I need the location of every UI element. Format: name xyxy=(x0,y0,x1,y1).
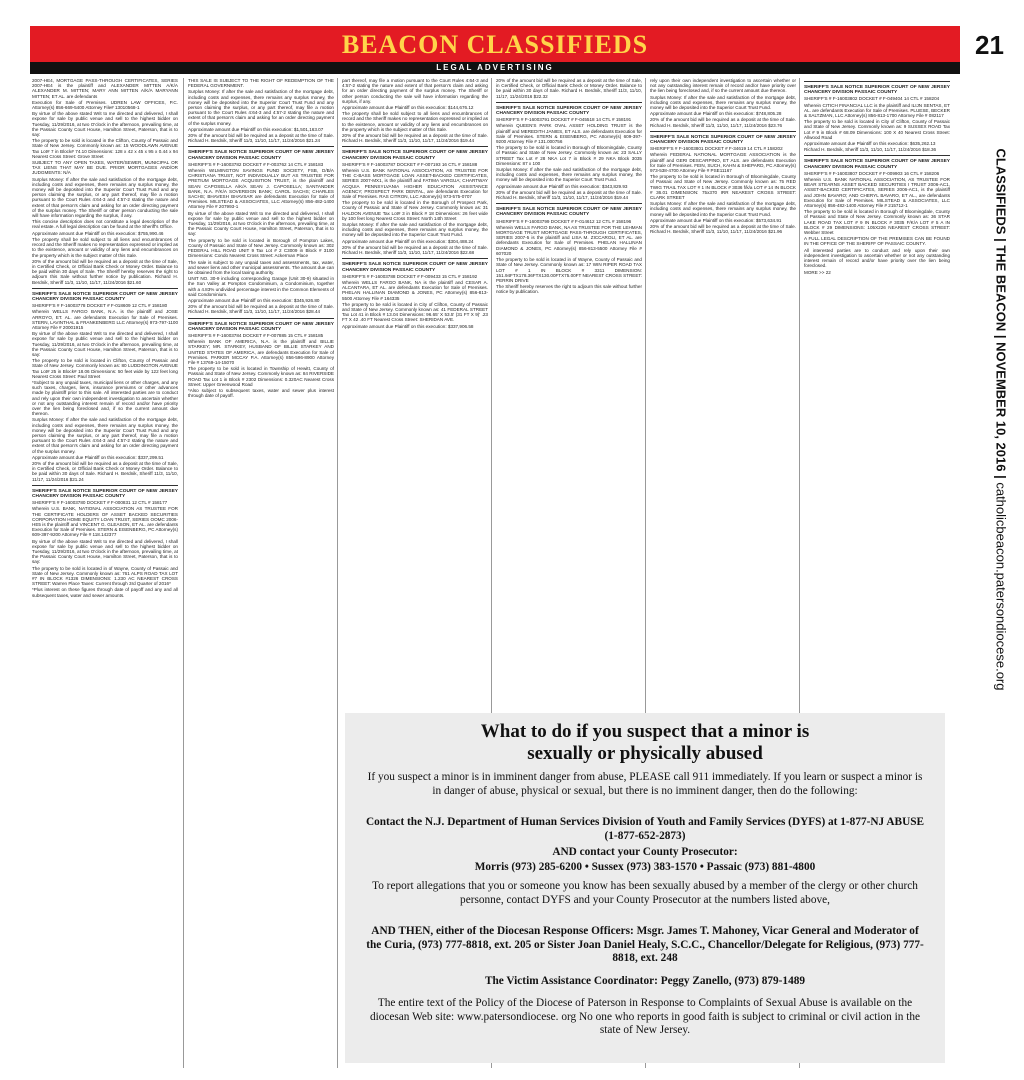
notice-paragraph: Execution for Sale of Premises. UDREN LAW OFFICES, P.C. Attorney(s) 856-669-5400 Attorney File# 13010568-1 xyxy=(32,99,178,111)
notice-paragraph: By virtue of the above stated Writ to me directed and delivered, I shall expose for sale by public venue and sell to the highest bidder on Tuesday, 11/29/2016, at two O'clock in the afternoon, prevailing time, at the Passaic County Court House, Hamilton Street, Paterson, that is to say: xyxy=(188,210,334,237)
notice-paragraph: The property to be sold is located in City of Clifton, County of Passaic and State of New Jersey. Commonly known as: 9 SUSSEX ROAD Tax Lot # 9 in Block # 68.09 Dimensions: 100 X 40 Nearest Cross Street: Allwood Road xyxy=(804,119,950,140)
notice-heading: SHERIFF'S SALE NOTICE SUPERIOR COURT OF NEW JERSEY CHANCERY DIVISION PASSAIC COUNTY xyxy=(804,159,950,170)
notice-heading: SHERIFF'S SALE NOTICE SUPERIOR COURT OF NEW JERSEY CHANCERY DIVISION PASSAIC COUNTY xyxy=(804,85,950,96)
notice-paragraph: The property to be sold is located in Township of Hewitt, County of Passaic and State of New Jersey. Commonly known as: 84 RIVERSIDE ROAD Tax Lot 1 in Block # 2302 Dimensions: 0.320AC Nearest Cross Street: Upper Greenwood Road xyxy=(188,366,334,387)
notice-separator xyxy=(650,131,796,132)
notice-paragraph: The property shall be sold subject to all liens and encumbrances of record and the Sheriff makes no representation expressed or implied as to the existence, amount or validity of any liens and encumbrances on the property which is the subject matter of this Sale. xyxy=(342,111,488,132)
notice-paragraph: The property to be sold is located in Borough of Bloomingdale, County of Passaic and State of New Jersey. Commonly known as: 23 SALLY STREET Tax Lot # 28 NKA Lot 7 in Block # 29 NKA Block 3035 Dimensions: 87 x 100 xyxy=(496,145,642,166)
notice-paragraph: Surplus Money: If after the sale and satisfaction of the mortgage debt, including costs and expenses, there remains any surplus money, the money will be deposited into the Superior Court Trust Fund. xyxy=(496,167,642,183)
notice-paragraph: Surplus Money: If after the sale and satisfaction of the mortgage debt, including costs and expenses, there remains any surplus money, the money will be deposited into the Superior Court Trust Fund. xyxy=(650,201,796,217)
notice-heading: SHERIFF'S SALE NOTICE SUPERIOR COURT OF NEW JERSEY CHANCERY DIVISION PASSAIC COUNTY xyxy=(32,488,178,500)
notice-paragraph: 20% of the amount bid will be required as a deposit at the time of Sale. Richard H. Berdnik, Sheriff 11/3, 11/10, 11/17, 11/24/2016 $19.44 xyxy=(342,133,488,144)
notice-paragraph: This concise description does not constitute a legal description of the real estate. A full legal description can be found at the Sheriff's Office. xyxy=(32,219,178,230)
section-title: BEACON CLASSIFIEDS xyxy=(341,30,649,59)
side-folio xyxy=(985,92,1017,742)
notice-paragraph: Wherein CITICH FINANCIAL LLC is the plaintiff and ILIJN SENTAS, ET AL. are defendants Execution for Sale of Premises. PLUESE, BECKER & SALTZMAN, LLC Attorney(s) 856-813-1700 Attorney File # 082117 xyxy=(804,102,950,119)
header-banner xyxy=(30,26,960,62)
notice-paragraph: Approximate amount due Plaintiff on this execution: $343,829.93 xyxy=(496,183,628,189)
notice-separator xyxy=(496,102,642,103)
notice-paragraph: MORE >> 22 xyxy=(804,269,831,275)
notice-paragraph: SHERIFF'S # F-16003799 DOCKET # F-014612 12 CTL # 158196 xyxy=(496,218,632,224)
side-folio-url: catholicbeacon.patersondiocese.org xyxy=(993,482,1009,691)
notice-paragraph: Wherein WELLS FARGO BANK, N.A. is the plaintiff and JOSE ARROYO, ET. AL. are defendants Execution for Sale of Premises. STERN, LAVINTHAL & FRANKENBERG LLC Attorney(s) 973-797-1100 Attorney File # 20001915 xyxy=(32,309,178,330)
notice-separator xyxy=(188,318,334,319)
notice-paragraph: Wherein U.S. BANK, NATIONAL ASSOCIATION AS TRUSTEE FOR THE CERTIFICATE HOLDERS OF ASSET BACKED SECURITIES CORPORATION HOME EQUITY LOAN TRUST, SERIES OOMC 2006-HE5 is the plaintiff and VINCENT G. GLEASON, ET AL. are defendants Execution for Sale of Premises. STERN & EISENBERG, PC Attorney(s) 609-397-9200 Attorney File # 118.142377 xyxy=(32,506,178,538)
notice-heading: SHERIFF'S SALE NOTICE SUPERIOR COURT OF NEW JERSEY CHANCERY DIVISION PASSAIC COUNTY xyxy=(32,291,178,302)
notice-paragraph: Wherein U.S. BANK NATIONAL ASSOCIATION, AS TRUSTEE FOR THE C-BASS MORTGAGE LOAN ASSET-BACKED CERTIFICATES, SERIES 2007-MX1, is the plaintiff and FATIMA VARGUA; CHARTWAY ACQUIA PENNSYLVANIA HIGHER EDUCATION ASSISTANCE AGENCY; PROSPECT PARK DENTAL, are defendants Execution for Sale of Premises. RAS CITRON, LLC Attorney(s) 973-575-0707 xyxy=(342,168,488,200)
abuse-notice-victim-coordinator: The Victim Assistance Coordinator: Peggy Zanello, (973) 879-1489 xyxy=(484,975,806,987)
notice-paragraph: A FULL LEGAL DESCRIPTION OF THE PREMISES CAN BE FOUND IN THE OFFICE OF THE SHERIFF OF PASSAIC COUNTY. xyxy=(804,236,950,247)
notice-paragraph: Wherein BANK OF AMERICA, N.A. is the plaintiff and BILLIE STARKEY; MR. STARKEY, HUSBAND OF BILLIE STARKEY AND UNITED STATES OF AMERICA, are defendants Execution for Sale of Premises. PARKER MCCAY P.A. Attorney(s) 856-596-8900 Attorney File # 13769-14-15070 xyxy=(188,339,334,365)
notice-paragraph: Approximate amount due Plaintiff on this execution: $144,676.12 xyxy=(342,105,474,111)
notice-paragraph: Wherein FEDERAL NATIONAL MORTGAGE ASSOCIATION is the plaintiff and GERI DESCARPINO, ET ALS. are defendants Execution for Sale of Premises. FEIN, SUCH, KAHN & SHEPARD, PC Attorney(s) 973-538-4700 Attorney File # PSE11167 xyxy=(650,152,796,174)
abuse-notice-prosecutor-numbers: Morris (973) 285-6200 • Sussex (973) 383-1570 • Passaic (973) 881-4800 xyxy=(474,861,816,873)
notice-paragraph: Surplus Money: If after the sale and satisfaction of the mortgage debt, including costs and expenses, there remains any surplus money, the money will be deposited into the Superior Court Trust Fund and any person claiming the surplus, or any part thereof, may file a motion pursuant to the Court Rules 4:64-3 and 4:57-2 stating the nature and extent of that person's claim and asking for an order directing payment of the surplus money. The Sheriff or other person conducting the sale will have information regarding the surplus, if any. xyxy=(32,176,178,219)
notice-paragraph: Approximate amount due Plaintiff on this execution: $337,906.58 xyxy=(342,323,474,329)
notice-column-2 xyxy=(188,78,334,1073)
notice-paragraph: part thereof, may file a motion pursuant to the Court Rules 4:64-3 and 4:57-2 stating the nature and extent of that person's claim and asking for an order directing payment of the surplus money. The Sheriff or other person conducting the sale will have information regarding the surplus, if any. xyxy=(342,78,488,104)
notice-paragraph: *Plus interest on these figures through date of payoff and any and all subsequent taxes, water and sewer amounts. xyxy=(32,587,178,598)
notice-paragraph: Richard H. Berdnik, Sheriff 11/3, 11/10, 11/17, 11/24/2016 $18.36 xyxy=(804,147,937,153)
notice-heading: SHERIFF'S SALE NOTICE SUPERIOR COURT OF NEW JERSEY CHANCERY DIVISION PASSAIC COUNTY xyxy=(342,262,488,273)
notice-separator xyxy=(342,146,488,147)
notice-paragraph: All interested parties are to conduct and rely upon their own independent investigation to ascertain whether or not any outstanding interest remain of record and/or have priority over the lien being foreclosed. xyxy=(804,247,950,269)
notice-paragraph: Approximate amount due Plaintiff on this execution: $345,926.80 xyxy=(188,297,320,303)
notice-paragraph: 20% of the amount bid will be required as a deposit at the time of Sale. Richard H. Berdnik, Sheriff 11/3, 11/10, 11/17, 11/24/2016 $22.68 xyxy=(342,244,488,256)
notice-paragraph: SHERIFF'S # F-16003801 DOCKET # F-34619 14 CTL # 158202 xyxy=(650,146,783,152)
notice-paragraph: *Also subject to subsequent taxes, water and sewer plus interest through date of payoff. xyxy=(188,387,334,399)
notice-heading: SHERIFF'S SALE NOTICE SUPERIOR COURT OF NEW JERSEY CHANCERY DIVISION PASSAIC COUNTY xyxy=(188,150,334,161)
abuse-notice-clergy: To report allegations that you or someone you know has been sexually abused by a member of the clergy or other church personne, contact DYFS and your County Prosecutor at the numbers listed above, xyxy=(372,880,918,906)
notice-paragraph: The property to be sold is located in the Borough of Prospect Park, County of Passaic and State of New Jersey. Commonly known as: 31 HALDON AVENUE Tax Lot# 3 in Block # 18 Dimensions: 26 feet wide by 100 feet long Nearest Cross Street: North 14th Street xyxy=(342,200,488,221)
notice-separator xyxy=(804,155,950,156)
notice-heading: SHERIFF'S SALE NOTICE SUPERIOR COURT OF NEW JERSEY CHANCERY DIVISION PASSAIC COUNTY xyxy=(496,105,642,117)
column-rule xyxy=(183,78,184,1068)
notice-paragraph: Wherein QUEEN'S PARK OVAL ASSET HOLDING TRUST is the plaintiff and MEREDITH JANIES, ET ALS. are defendants Execution for Sale of Premises. STERN & EISENBERG, PC Attorney(s) 609-397-9200 Attorney File # 131.000756 xyxy=(496,123,642,145)
notice-paragraph: The property to be sold is located in Borough of Pompton Lakes, County of Passaic and State of New Jersey. Commonly known as: 302 FEDERAL HILL ROAD UNIT 9 Tax Lot # 2 C3009 in Block # 3100 Dimensions: Condo Nearest Cross Street: Ackerman Place xyxy=(188,237,334,259)
notice-separator xyxy=(804,81,950,82)
notice-paragraph: The property to be sold is located in of Wayne, County of Passaic and State of New Jersey. Commonly known as: 17 WIN RIPER ROAD TAX LOT # 1 IN BLOCK # 3311 DIMENSION: 151.94FTX178.36FTX130.00FTX75.00FT NEAREST CROSS STREET: PERRIN DRIVE xyxy=(496,257,642,283)
legal-advertising-bar xyxy=(30,62,960,74)
notice-paragraph: Approximate amount due Plaintiff on this execution: $304,488.24 xyxy=(342,238,474,244)
notice-paragraph: 20% of the amount bid will be required as a deposit at the time of Sale, in Certified Check, or Official Bank Check or Money Order. Balance to be paid within 30 days of Sale. The Sheriff hereby reserves the right to adjourn this Sale without further notice by publication. Richard H. Berdnik, Sheriff 11/3, 11/10, 11/17, 11/24/2016 $21.60 xyxy=(32,258,178,285)
notice-paragraph: SUBJECT TO ANY OPEN TAXES, WATER/SEWER, MUNICIPAL OR TAX LIENS THAT MAY BE DUE. PRIOR MORTGAGES AND/OR JUDGMENTS: N/A xyxy=(32,160,178,176)
notice-heading: SHERIFF'S SALE NOTICE SUPERIOR COURT OF NEW JERSEY CHANCERY DIVISION PASSAIC COUNTY xyxy=(496,207,642,218)
abuse-notice-response-officers: AND THEN, either of the Diocesan Response Officers: Msgr. James T. Mahoney, Vicar General and Moderator of the Curia, (973) 777-8818, ext. 205 or Sister Joan Daniel Healy, S.C.C., Chancellor/Delegate for Religious, (973) 777-8818, ext. 248 xyxy=(366,925,924,964)
notice-paragraph: The sale is subject to any unpaid taxes and assessments, tax, water, and sewer liens and other municipal assessments. The amount due can be obtained from the local taxing authority. xyxy=(188,259,334,275)
notice-paragraph: *Subject to any unpaid taxes, municipal liens or other charges, and any such taxes, charges, liens, insurance premiums or other advances made by plaintiff prior to this sale. All interested parties are to conduct and rely upon their own independent investigation to ascertain whether or not any outstanding interest remain of record and/or have priority over the lien being foreclosed and, if so the current amount due thereon. xyxy=(32,379,178,417)
notice-paragraph: SHERIFF'S # F-16003802 DOCKET # F-049404 14 CTL # 158204 xyxy=(804,96,940,102)
notice-paragraph: Surplus Money: If after the sale and satisfaction of the mortgage debt, including costs and expenses, there remains any surplus money, the money will be deposited into the Superior Court Trust Fund. xyxy=(342,222,488,238)
notice-paragraph: SHERIFF'S # F-16003791 DOCKET # F-045518 14 CTL # 158191 xyxy=(496,117,632,123)
side-folio-label: CLASSIFIEDS | THE BEACON | NOVEMBER 10, 2016 | xyxy=(993,148,1009,479)
notice-paragraph: 20% of the amount bid will be required as a deposit at the time of Sale. Richard H. Berdnik, Sheriff 11/3, 11/10, 11/17, 11/24/2016 $23.76 xyxy=(650,117,796,128)
notice-paragraph: The property to be sold is located in City of Clifton, County of Passaic and State of New Jersey. Commonly known as: 41 FEDERAL STREET Tax Lot 41 in Block # 13.04 Dimensions: 96.65' X 53.5' (31 FT X 9)' .23 FT X 42 .40 FT Nearest Cross Street: SHERIDAN AVE. xyxy=(342,301,488,323)
abuse-notice-dyfs: Contact the N.J. Department of Human Services Division of Youth and Family Services (DYFS) at 1-877-NJ ABUSE (1-877-652-2873) xyxy=(365,816,925,842)
notice-paragraph: SHERIFF'S # F-16003807 DOCKET # F-009903 16 CTL # 158206 xyxy=(804,170,940,176)
notice-paragraph: Wherein WELLS FARGO BANK, NA AS TRUSTEE FOR THE LEHMAN MORTGAGE TRUST MORTGAGE PASS-THROUGH CERTIFICATES, SERIES 2007-5 is the plaintiff and LISA M. ZICCAROLI, ET AL. are defendants Execution for Sale of Premises. PHELAN HALLINAN DIAMOND & JONES, PC Attorney(s) 856-813-5500 Attorney File # 607020 xyxy=(496,224,642,256)
notice-paragraph: Approximate amount due Plaintiff on this execution: $755,990.46 xyxy=(32,230,164,236)
page-number: 21 xyxy=(975,30,1004,60)
notice-paragraph: The Sheriff hereby reserves the right to adjourn this sale without further notice by publication. xyxy=(496,284,642,295)
notice-paragraph: Surplus Money: If after the sale and satisfaction of the mortgage debt, including costs and expenses, there remains any surplus money, the money will be deposited into the Superior Court Trust Fund. xyxy=(650,94,796,111)
notice-separator xyxy=(342,258,488,259)
notice-paragraph: Approximate amount due Plaintiff on this execution: $337,299.51 xyxy=(32,454,164,460)
notice-paragraph: Surplus Money: If after the sale and satisfaction of the mortgage debt, including costs and expenses, there remains any surplus money, the money will be deposited into the Superior Court Trust Fund and any person claiming the surplus, or any part thereof, may file a motion pursuant to the Court Rules 4:64-3 and 4:57-2 stating the nature and extent of that person's claim and asking for an order directing payment of the surplus money. xyxy=(188,89,334,126)
notice-separator xyxy=(32,485,178,486)
notice-paragraph: SHERIFF'S # F-16003780 DOCKET # F-000831 12 CTL # 158177 xyxy=(32,500,168,506)
notice-paragraph: SHERIFF'S # F-16003784 DOCKET # F-007885 15 CTL # 158185 xyxy=(188,332,324,338)
abuse-notice-title xyxy=(345,721,945,765)
notice-paragraph: 20% of the amount bid will be required as a deposit at the time of Sale. Richard H. Berdnik, Sheriff 11/3, 11/10, 11/17, 11/24/2016 $19.44 xyxy=(496,189,642,201)
notice-paragraph: 20% of the amount bid will be required as a deposit at the time of Sale. Richard H. Berdnik, Sheriff 11/3, 11/10, 11/17, 11/24/2016 $28.44 xyxy=(188,304,334,315)
notice-paragraph: Approximate amount due Plaintiff on this execution: $573,634.91 xyxy=(650,217,782,223)
notice-paragraph: By virtue of the above stated Writ to me directed and delivered, I shall expose for sale by public venue and sell to the highest bidder on Tuesday, 11/29/2016, at two O'clock in the afternoon, prevailing time, at the Passaic County Court House, Hamilton Street, Paterson, that is to say: xyxy=(32,111,178,138)
notice-paragraph: The property to be sold is located in Borough of Bloomingdale, County of Passaic and State of New Jersey. Commonly known as: 36 STAR LAKE ROAD TAX LOT # 9 IN BLOCK # 3035 F/K/A LOT # 5 A IN BLOCK # 29 DIMENSIONS: 105X226 NEAREST CROSS STREET: Webber Street xyxy=(804,209,950,236)
notice-paragraph: rely upon their own independent investigation to ascertain whether or not any outstanding interest remain of record and/or have priority over the lien being foreclosed and, if so the current amount due thereon. xyxy=(650,78,796,94)
notice-paragraph: 20% of the amount bid will be required as a deposit at the time of Sale. Richard H. Berdnik, Sheriff 11/3, 11/10, 11/17, 11/24/2016 $21.96 xyxy=(650,224,796,235)
notice-paragraph: By virtue of the above stated Writ to me directed and delivered, I shall expose for sale by public venue and sell to the highest bidder on Tuesday, 11/29/2016, at two O'clock in the afternoon, prevailing time, at the Passaic County Court House, Hamilton Street, Paterson, that is to say: xyxy=(32,331,178,357)
notice-column-1 xyxy=(32,78,178,1073)
legal-advertising-label: LEGAL ADVERTISING xyxy=(436,63,554,72)
notice-column-4 xyxy=(496,78,642,708)
notice-paragraph: The property to be sold is located in Clifton, County of Passaic and State of New Jersey. Commonly known as: 80 LUDDINGTON AVENUE Tax Lot# 25 in Block# 18.06 Dimensions: 50 feet wide by 122 feet long Nearest Cross Street: Paul Street xyxy=(32,358,178,379)
side-folio-text xyxy=(994,104,1009,736)
abuse-notice-title-line1: What to do if you suspect that a minor is xyxy=(480,721,810,742)
notice-paragraph: The property shall be sold subject to all liens and encumbrances of record and the Sheriff makes no representation expressed or implied as to the existence, amount or validity of any liens and encumbrances on the property which is the subject matter of this Sale. xyxy=(32,236,178,258)
notice-paragraph: 2007-HE4, MORTGAGE PASS-THROUGH CERTIFICATES, SERIES 2007-HE4 is the plaintiff and ALEXANDER MITTEN A/K/A ALEXANDER M. MITTEN; MARY ANN MITTEN A/K/A MARYANN MITTEN; ET AL. are defendants xyxy=(32,78,178,99)
notice-paragraph: SHERIFF'S # F-16003788 DOCKET # F-009433 15 CTL # 158192 xyxy=(342,273,478,279)
notice-paragraph: 20% of the amount bid will be required as a deposit at the time of Sale, in Certified Check, or Official Bank Check or Money Order. Balance to be paid within 30 days of Sale. Richard H. Berdnik, Sheriff 11/3, 11/10, 11/17, 11/24/2016 $22.32 xyxy=(496,78,642,99)
notice-paragraph: Approximate amount due Plaintiff on this execution: $748,805.28 xyxy=(650,111,782,117)
notice-paragraph: The property to be sold is located in Borough of Bloomingdale, County of Passaic and State of New Jersey. Commonly known as: 75 RED TWIG TRAIL TAX LOT # 1 IN BLOCK # 3036 f/k/a LOT # 14 IN BLOCK # 36.01 DIMENSION: 75x370 IRR NEAREST CROSS STREET: CLARK STREET xyxy=(650,174,796,201)
notice-heading: SHERIFF'S SALE NOTICE SUPERIOR COURT OF NEW JERSEY CHANCERY DIVISION PASSAIC COUNTY xyxy=(342,150,488,161)
notice-paragraph: 20% of the amount bid will be required as a deposit at the time of Sale. Richard H. Berdnik, Sheriff 11/3, 11/10, 11/17, 11/24/2016 $21.24 xyxy=(188,133,334,144)
notice-separator xyxy=(496,203,642,204)
column-rule xyxy=(337,78,338,1068)
notice-paragraph: 20% of the amount bid will be required as a deposit at the time of Sale, in Certified Check, or Official Bank Check or Money Order. Balance to be paid within 30 days of Sale. Richard H. Berdnik, Sheriff 11/3, 11/10, 11/17, 11/24/2016 $21.24 xyxy=(32,461,178,482)
abuse-notice-prosecutor-heading: AND contact your County Prosecutor: xyxy=(552,846,738,858)
notice-paragraph: Surplus Money: If after the sale and satisfaction of the mortgage debt, including costs and expenses, there remains any surplus money, the money will be deposited into the Superior Court Trust Fund and any person claiming the surplus, or any part thereof, may file a motion pursuant to the Court Rules 4:64-3 and 4:57-2 stating the nature and extent of that person's claim and asking for an order directing payment of the surplus money. xyxy=(32,417,178,454)
notice-paragraph: By virtue of the above stated Writ to me directed and delivered, I shall expose for sale by public venue and sell to the highest bidder on Tuesday, 11/29/2016, at two O'clock in the afternoon, prevailing time, at the Passaic County Court House, Hamilton Street, Paterson, that is to say: xyxy=(32,538,178,565)
notice-heading: SHERIFF'S SALE NOTICE SUPERIOR COURT OF NEW JERSEY CHANCERY DIVISION PASSAIC COUNTY xyxy=(188,321,334,332)
notice-paragraph: Approximate amount due Plaintiff on this execution: $1,501,163.07 xyxy=(188,126,324,132)
notice-separator xyxy=(188,146,334,147)
notice-separator xyxy=(32,288,178,289)
notice-paragraph: SHERIFF'S # F-16003782 DOCKET # F-003762 14 CTL # 158183 xyxy=(188,161,324,167)
notice-paragraph: THIS SALE IS SUBJECT TO THE RIGHT OF REDEMPTION OF THE FEDERAL GOVERNMENT. xyxy=(188,78,334,89)
notice-paragraph: Wherein WILMINGTON SAVINGS FUND SOCIETY, FSB, D/B/A CHRISTIANA TRUST, NOT INDIVIDUALLY BUT AS TRUSTEE FOR PRETIUM MORTGAGE ACQUISITION TRUST, is the plaintiff and SEAN CAPOSELLA A/K/A SEAN J. CAPOSELLA; SANTANDER BANK, N.A. F/K/A SOVEREIGN BANK; CAROL SACHS; CHARLES SACHS; BHAVESH BHAVSAR are defendants Execution for Sale of Premises. MILSTEAD & ASSOCIATES, LLC Attorney(s) 856-482-1400 Attorney File # 207993-1 xyxy=(188,168,334,210)
abuse-notice-box xyxy=(345,713,945,1063)
abuse-notice-intro: If you suspect a minor is in imminent danger from abuse, PLEASE call 911 immediately. If you learn or suspect a minor is in danger of abuse, physical or sexual, but there is no imminent danger, then do the following: xyxy=(367,771,923,797)
notice-paragraph: SHERIFF'S # F-16003787 DOCKET # F-007193 16 CTL # 158188 xyxy=(342,161,478,167)
notice-heading: SHERIFF'S SALE NOTICE SUPERIOR COURT OF NEW JERSEY CHANCERY DIVISION PASSAIC COUNTY xyxy=(650,134,796,146)
notice-paragraph: Approximate amount due Plaintiff on this execution: $635,262.13 xyxy=(804,141,936,147)
notice-paragraph: SHERIFF'S # F-16003778 DOCKET # F-018609 12 CTL # 158180 xyxy=(32,303,168,309)
abuse-notice-title-line2: sexually or physically abused xyxy=(527,743,763,764)
notice-column-5 xyxy=(650,78,796,708)
notice-paragraph: The property to be sold is located in the Clifton, County of Passaic and State of New Jersey. Commonly known as: 15 WOODLAWN AVENUE Tax Lot# 7 in Block# 74.10 Dimensions: 128 x 42 x 45 x 95 x 0.44 x 94 Nearest Cross Street: Grove Street xyxy=(32,138,178,159)
notice-paragraph: Wherein U.S. BANK NATIONAL ASSOCIATION, AS TRUSTEE FOR BEAR STEARNS ASSET BACKED SECURITIES I TRUST 2006-AC1, ASSET-BACKED CERTIFICATES, SERIES 2006-AC1, is the plaintiff and JOHN BAVARO; AND CHERYL BAVARO, ET AL., are defendants Execution for Sale of Premises. MILSTEAD & ASSOCIATES, LLC Attorney(s) 856-482-1400 Attorney File # 215712-1 xyxy=(804,177,950,209)
notice-paragraph: The property to be sold is located in of Wayne, County of Passaic and State of New Jersey. Commonly known as: 761 ALPS ROAD TAX LOT #7 IN BLOCK #1326 DIMENSIONS: 1.230 AC NEAREST CROSS STREET: Warren Place Taxes: Current through 3rd Quarter of 2016* xyxy=(32,565,178,587)
notice-column-6 xyxy=(804,78,950,708)
notice-paragraph: Wherein WELLS FARGO BANK, NA is the plaintiff and CESAR A. ALCANTARA, ET AL. are defendants Execution for Sale of Premises. PHELAN HALLINAN DIAMOND & JONES, PC Attorney(s) 856-813-5500 Attorney File # 164335 xyxy=(342,279,488,301)
abuse-notice-policy: The entire text of the Policy of the Diocese of Paterson in Response to Complaints of Sexual Abuse is available on the diocesan Web site: www.patersondiocese. org No one who reports in good faith is subject to criminal or civil action in the state of New Jersey. xyxy=(369,997,921,1036)
notice-paragraph: UNIT NO. 30-9 including corresponding Garage (Unit 30-9) situated in the Sun Valley at Pompton Condominium, a Condominium, together with a 4.83% undivided percentage interest in the Common Elements of said Condominium. xyxy=(188,276,334,297)
